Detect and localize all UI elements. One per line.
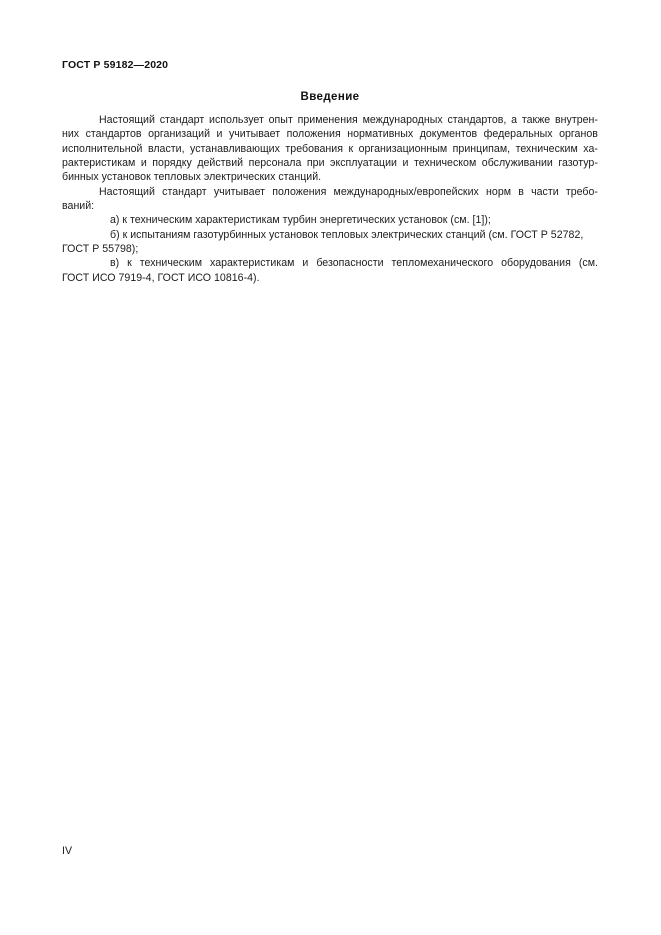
text-line [62, 142, 598, 156]
text-word: эксплуатации [330, 157, 397, 170]
text-line [62, 113, 598, 127]
text-line [62, 127, 598, 141]
text-word: стандарт [159, 114, 205, 126]
text-word: нормативных [347, 128, 414, 141]
text-word: характеристикам [210, 257, 295, 270]
text-word: и [302, 257, 309, 270]
text-word: оборудования [501, 257, 571, 270]
text-word: к [348, 142, 354, 155]
text-word: и [140, 157, 147, 170]
text-word: внутрен- [555, 114, 598, 126]
body-text [62, 113, 598, 285]
text-word: положения [286, 128, 341, 141]
text-word: власти, [147, 142, 185, 155]
text-word: и [216, 128, 223, 141]
text-word: устанавливающих [190, 142, 280, 155]
text-word: обслуживании [481, 157, 553, 170]
text-word: стандарт [162, 185, 207, 198]
text-word: положения [272, 185, 327, 198]
page-title: Введение [300, 91, 360, 103]
text-word: использует [209, 114, 264, 126]
text-word: требования [285, 142, 343, 155]
text-word: в [518, 185, 524, 198]
text-word: международных/европейских [333, 185, 479, 198]
text-word: газотур- [558, 157, 598, 170]
text-word: рактеристикам [62, 157, 136, 170]
text-word: порядку [152, 157, 192, 170]
text-word: в) [110, 257, 120, 270]
text-line: бинных установок тепловых электрических станций. [62, 171, 322, 184]
text-word: ха- [583, 142, 598, 155]
text-word: опыт [268, 114, 293, 126]
text-word: учитывает [213, 185, 266, 198]
text-word: требо- [565, 185, 598, 198]
text-word: техническим [139, 257, 203, 270]
text-word: принципам, [452, 142, 511, 155]
text-word: действий [197, 157, 244, 170]
text-word: (см. [578, 257, 598, 270]
text-word: к [127, 257, 132, 270]
text-word: органов [559, 128, 598, 141]
text-line [62, 256, 598, 270]
text-word: безопасности [316, 257, 384, 270]
text-word: федеральных [483, 128, 553, 141]
text-word: международных [362, 114, 443, 126]
text-word: Настоящий [99, 114, 155, 126]
text-word: персонала [248, 157, 302, 170]
text-word: организаций [148, 128, 211, 141]
text-word: документов [419, 128, 478, 141]
page-number: IV [62, 845, 73, 857]
text-word: исполнительной [62, 142, 143, 155]
text-word: а [511, 114, 518, 126]
text-word: применения [297, 114, 358, 126]
text-line: б) к испытаниям газотурбинных установок тепловых электрических станций (см. ГОСТ Р 52782, [110, 228, 584, 241]
text-word: техническим [515, 142, 578, 155]
text-word: части [531, 185, 559, 198]
text-word: также [521, 114, 551, 126]
text-word: при [306, 157, 325, 170]
text-line: ваний: [62, 200, 95, 213]
text-word: тепломеханического [391, 257, 494, 270]
text-word: норм [486, 185, 512, 198]
text-word: организационным [358, 142, 448, 155]
text-word: стандартов, [447, 114, 507, 126]
running-head: ГОСТ Р 59182—2020 [62, 59, 169, 71]
text-word: техническом [413, 157, 477, 170]
text-line: ГОСТ ИСО 7919-4, ГОСТ ИСО 10816-4). [62, 271, 260, 284]
text-line: ГОСТ Р 55798); [62, 243, 139, 256]
text-word: них [62, 128, 80, 141]
text-word: стандартов [85, 128, 142, 141]
text-line: а) к техническим характеристикам турбин энергетических установок (см. [1]); [110, 214, 491, 227]
text-word: Настоящий [99, 185, 155, 198]
text-word: и [402, 157, 409, 170]
text-word: учитывает [228, 128, 281, 141]
text-line [62, 156, 598, 170]
text-line [62, 185, 598, 199]
